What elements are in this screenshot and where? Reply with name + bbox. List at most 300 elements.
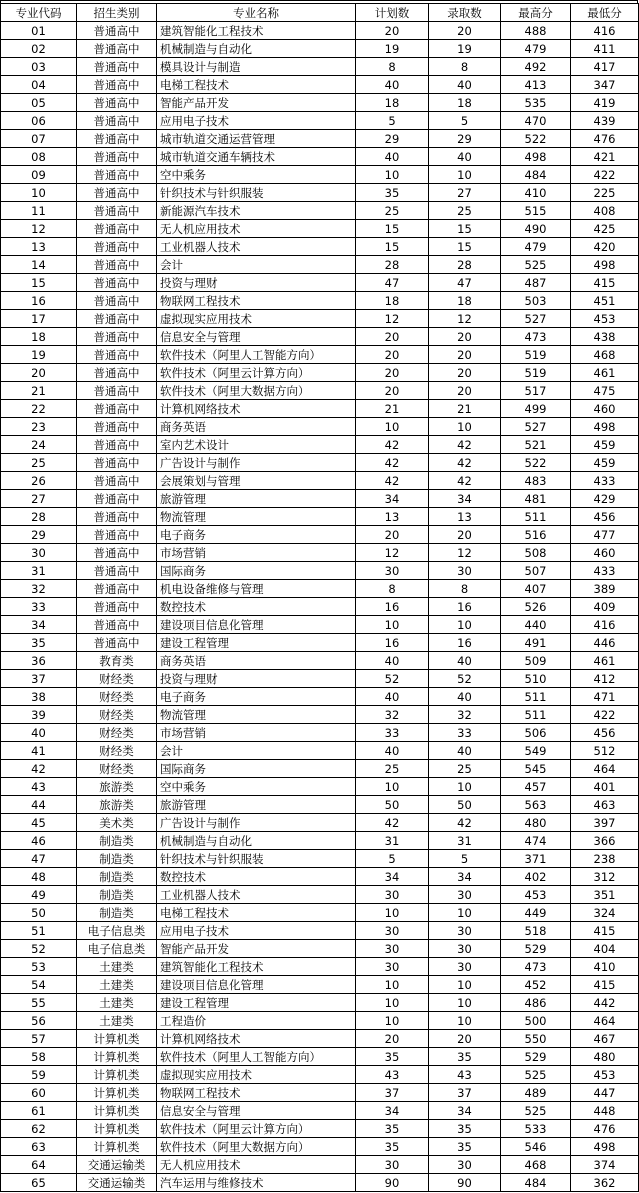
- code-cell: 37: [1, 670, 77, 688]
- major-cell: 国际商务: [157, 760, 356, 778]
- table-row: [1, 130, 639, 148]
- major-cell: 空中乘务: [157, 778, 356, 796]
- min-score-cell: 419: [571, 94, 639, 112]
- min-score-cell: 456: [571, 724, 639, 742]
- major-cell: 投资与理财: [157, 274, 356, 292]
- min-score-cell: 324: [571, 904, 639, 922]
- min-score-cell: 459: [571, 436, 639, 454]
- major-cell: 虚拟现实应用技术: [157, 1066, 356, 1084]
- category-cell: 普通高中: [77, 598, 157, 616]
- category-cell: 普通高中: [77, 616, 157, 634]
- min-score-cell: 468: [571, 346, 639, 364]
- min-score-cell: 417: [571, 58, 639, 76]
- plan-cell: 30: [356, 940, 429, 958]
- plan-cell: 21: [356, 400, 429, 418]
- max-score-cell: 507: [501, 562, 571, 580]
- min-score-cell: 408: [571, 202, 639, 220]
- table-row: [1, 490, 639, 508]
- plan-cell: 12: [356, 310, 429, 328]
- max-score-cell: 509: [501, 652, 571, 670]
- category-cell: 普通高中: [77, 562, 157, 580]
- code-cell: 12: [1, 220, 77, 238]
- code-cell: 25: [1, 454, 77, 472]
- code-cell: 18: [1, 328, 77, 346]
- code-cell: 16: [1, 292, 77, 310]
- table-row: [1, 94, 639, 112]
- max-score-cell: 511: [501, 706, 571, 724]
- header-row: [1, 4, 639, 22]
- admitted-cell: 19: [429, 40, 501, 58]
- admitted-cell: 40: [429, 652, 501, 670]
- table-row: [1, 364, 639, 382]
- plan-cell: 40: [356, 148, 429, 166]
- major-cell: 建设项目信息化管理: [157, 976, 356, 994]
- table-row: [1, 634, 639, 652]
- plan-cell: 42: [356, 436, 429, 454]
- major-cell: 室内艺术设计: [157, 436, 356, 454]
- admitted-cell: 31: [429, 832, 501, 850]
- admitted-cell: 30: [429, 562, 501, 580]
- major-cell: 建设工程管理: [157, 634, 356, 652]
- plan-cell: 20: [356, 22, 429, 40]
- max-score-cell: 452: [501, 976, 571, 994]
- plan-cell: 10: [356, 616, 429, 634]
- category-cell: 普通高中: [77, 112, 157, 130]
- admitted-cell: 20: [429, 1030, 501, 1048]
- admitted-cell: 10: [429, 904, 501, 922]
- category-cell: 普通高中: [77, 544, 157, 562]
- category-cell: 旅游类: [77, 796, 157, 814]
- major-cell: 新能源汽车技术: [157, 202, 356, 220]
- max-score-cell: 535: [501, 94, 571, 112]
- category-cell: 计算机类: [77, 1138, 157, 1156]
- table-row: [1, 1156, 639, 1174]
- major-cell: 机械制造与自动化: [157, 832, 356, 850]
- category-cell: 计算机类: [77, 1048, 157, 1066]
- max-score-cell: 453: [501, 886, 571, 904]
- min-score-cell: 433: [571, 472, 639, 490]
- admitted-cell: 34: [429, 1102, 501, 1120]
- admitted-cell: 28: [429, 256, 501, 274]
- table-row: [1, 1084, 639, 1102]
- plan-cell: 42: [356, 814, 429, 832]
- category-cell: 普通高中: [77, 472, 157, 490]
- admitted-cell: 42: [429, 814, 501, 832]
- plan-cell: 20: [356, 364, 429, 382]
- max-score-cell: 526: [501, 598, 571, 616]
- max-score-cell: 508: [501, 544, 571, 562]
- category-cell: 制造类: [77, 868, 157, 886]
- min-score-cell: 225: [571, 184, 639, 202]
- admitted-cell: 8: [429, 580, 501, 598]
- category-cell: 土建类: [77, 994, 157, 1012]
- code-cell: 17: [1, 310, 77, 328]
- code-cell: 15: [1, 274, 77, 292]
- admitted-cell: 13: [429, 508, 501, 526]
- category-cell: 普通高中: [77, 526, 157, 544]
- code-cell: 05: [1, 94, 77, 112]
- min-score-cell: 433: [571, 562, 639, 580]
- category-cell: 交通运输类: [77, 1174, 157, 1192]
- code-cell: 54: [1, 976, 77, 994]
- max-score-cell: 516: [501, 526, 571, 544]
- max-score-cell: 521: [501, 436, 571, 454]
- code-cell: 65: [1, 1174, 77, 1192]
- max-score-cell: 527: [501, 418, 571, 436]
- table-row: [1, 1030, 639, 1048]
- code-cell: 28: [1, 508, 77, 526]
- plan-cell: 25: [356, 202, 429, 220]
- code-cell: 50: [1, 904, 77, 922]
- major-cell: 物联网工程技术: [157, 1084, 356, 1102]
- category-cell: 普通高中: [77, 166, 157, 184]
- category-cell: 普通高中: [77, 364, 157, 382]
- max-score-cell: 549: [501, 742, 571, 760]
- category-cell: 旅游类: [77, 778, 157, 796]
- admitted-cell: 10: [429, 616, 501, 634]
- major-cell: 无人机应用技术: [157, 220, 356, 238]
- category-cell: 普通高中: [77, 310, 157, 328]
- plan-cell: 34: [356, 1102, 429, 1120]
- category-cell: 普通高中: [77, 490, 157, 508]
- category-cell: 计算机类: [77, 1030, 157, 1048]
- min-score-cell: 480: [571, 1048, 639, 1066]
- admission-table: [0, 3, 639, 1192]
- table-row: [1, 1066, 639, 1084]
- max-score-cell: 474: [501, 832, 571, 850]
- category-cell: 计算机类: [77, 1066, 157, 1084]
- major-cell: 信息安全与管理: [157, 1102, 356, 1120]
- table-row: [1, 742, 639, 760]
- max-score-cell: 525: [501, 1102, 571, 1120]
- admitted-cell: 42: [429, 472, 501, 490]
- plan-cell: 28: [356, 256, 429, 274]
- code-cell: 61: [1, 1102, 77, 1120]
- admitted-cell: 52: [429, 670, 501, 688]
- plan-cell: 35: [356, 1120, 429, 1138]
- max-score-cell: 545: [501, 760, 571, 778]
- admitted-cell: 15: [429, 238, 501, 256]
- category-cell: 普通高中: [77, 130, 157, 148]
- max-score-cell: 533: [501, 1120, 571, 1138]
- category-cell: 普通高中: [77, 238, 157, 256]
- plan-cell: 10: [356, 778, 429, 796]
- max-score-cell: 517: [501, 382, 571, 400]
- table-row: [1, 976, 639, 994]
- major-cell: 投资与理财: [157, 670, 356, 688]
- max-score-cell: 371: [501, 850, 571, 868]
- major-cell: 物联网工程技术: [157, 292, 356, 310]
- code-cell: 19: [1, 346, 77, 364]
- category-cell: 普通高中: [77, 220, 157, 238]
- table-row: [1, 184, 639, 202]
- table-row: [1, 994, 639, 1012]
- min-score-cell: 416: [571, 22, 639, 40]
- max-score-cell: 486: [501, 994, 571, 1012]
- major-cell: 数控技术: [157, 868, 356, 886]
- max-score-cell: 483: [501, 472, 571, 490]
- min-score-cell: 448: [571, 1102, 639, 1120]
- table-row: [1, 292, 639, 310]
- table-row: [1, 1120, 639, 1138]
- plan-cell: 25: [356, 760, 429, 778]
- table-row: [1, 508, 639, 526]
- table-row: [1, 760, 639, 778]
- max-score-cell: 491: [501, 634, 571, 652]
- code-cell: 32: [1, 580, 77, 598]
- code-cell: 07: [1, 130, 77, 148]
- min-score-cell: 420: [571, 238, 639, 256]
- category-cell: 教育类: [77, 652, 157, 670]
- min-score-cell: 404: [571, 940, 639, 958]
- category-cell: 土建类: [77, 958, 157, 976]
- table-row: [1, 724, 639, 742]
- major-cell: 商务英语: [157, 418, 356, 436]
- plan-cell: 90: [356, 1174, 429, 1192]
- admitted-cell: 34: [429, 868, 501, 886]
- table-row: [1, 706, 639, 724]
- max-score-cell: 480: [501, 814, 571, 832]
- major-cell: 工业机器人技术: [157, 886, 356, 904]
- min-score-cell: 453: [571, 1066, 639, 1084]
- code-cell: 33: [1, 598, 77, 616]
- admitted-cell: 5: [429, 112, 501, 130]
- min-score-cell: 401: [571, 778, 639, 796]
- major-cell: 模具设计与制造: [157, 58, 356, 76]
- table-row: [1, 328, 639, 346]
- plan-cell: 37: [356, 1084, 429, 1102]
- category-cell: 交通运输类: [77, 1156, 157, 1174]
- code-cell: 01: [1, 22, 77, 40]
- admitted-cell: 29: [429, 130, 501, 148]
- plan-cell: 13: [356, 508, 429, 526]
- plan-cell: 52: [356, 670, 429, 688]
- category-cell: 土建类: [77, 1012, 157, 1030]
- table-row: [1, 868, 639, 886]
- min-score-cell: 416: [571, 616, 639, 634]
- admitted-cell: 40: [429, 688, 501, 706]
- plan-cell: 30: [356, 562, 429, 580]
- min-score-cell: 409: [571, 598, 639, 616]
- table-row: [1, 418, 639, 436]
- admitted-cell: 18: [429, 94, 501, 112]
- category-cell: 制造类: [77, 850, 157, 868]
- code-cell: 56: [1, 1012, 77, 1030]
- admitted-cell: 18: [429, 292, 501, 310]
- admitted-cell: 10: [429, 166, 501, 184]
- table-row: [1, 958, 639, 976]
- major-cell: 软件技术（阿里大数据方向）: [157, 382, 356, 400]
- category-cell: 普通高中: [77, 274, 157, 292]
- major-cell: 城市轨道交通车辆技术: [157, 148, 356, 166]
- max-score-cell: 413: [501, 76, 571, 94]
- table-row: [1, 274, 639, 292]
- min-score-cell: 351: [571, 886, 639, 904]
- admitted-cell: 20: [429, 382, 501, 400]
- table-row: [1, 814, 639, 832]
- major-cell: 会计: [157, 256, 356, 274]
- plan-cell: 30: [356, 1156, 429, 1174]
- max-score-cell: 519: [501, 364, 571, 382]
- major-cell: 会展策划与管理: [157, 472, 356, 490]
- max-score-cell: 522: [501, 130, 571, 148]
- major-cell: 城市轨道交通运营管理: [157, 130, 356, 148]
- admitted-cell: 8: [429, 58, 501, 76]
- admitted-cell: 10: [429, 1012, 501, 1030]
- major-cell: 空中乘务: [157, 166, 356, 184]
- code-cell: 20: [1, 364, 77, 382]
- major-cell: 针织技术与针织服装: [157, 850, 356, 868]
- code-cell: 38: [1, 688, 77, 706]
- plan-cell: 50: [356, 796, 429, 814]
- max-score-cell: 407: [501, 580, 571, 598]
- admitted-cell: 30: [429, 922, 501, 940]
- major-cell: 市场营销: [157, 544, 356, 562]
- max-score-cell: 484: [501, 166, 571, 184]
- admitted-cell: 40: [429, 148, 501, 166]
- code-cell: 59: [1, 1066, 77, 1084]
- min-score-cell: 438: [571, 328, 639, 346]
- code-cell: 39: [1, 706, 77, 724]
- major-cell: 针织技术与针织服装: [157, 184, 356, 202]
- major-cell: 软件技术（阿里云计算方向）: [157, 1120, 356, 1138]
- table-row: [1, 256, 639, 274]
- min-score-cell: 412: [571, 670, 639, 688]
- code-cell: 51: [1, 922, 77, 940]
- major-cell: 广告设计与制作: [157, 454, 356, 472]
- min-score-cell: 451: [571, 292, 639, 310]
- major-cell: 计算机网络技术: [157, 1030, 356, 1048]
- admitted-cell: 10: [429, 976, 501, 994]
- plan-cell: 40: [356, 742, 429, 760]
- major-cell: 电梯工程技术: [157, 904, 356, 922]
- table-row: [1, 148, 639, 166]
- table-row: [1, 1012, 639, 1030]
- plan-cell: 10: [356, 904, 429, 922]
- table-row: [1, 886, 639, 904]
- plan-cell: 20: [356, 328, 429, 346]
- plan-cell: 40: [356, 652, 429, 670]
- max-score-cell: 529: [501, 1048, 571, 1066]
- admitted-cell: 33: [429, 724, 501, 742]
- category-cell: 普通高中: [77, 148, 157, 166]
- category-cell: 普通高中: [77, 202, 157, 220]
- major-cell: 物流管理: [157, 508, 356, 526]
- code-cell: 22: [1, 400, 77, 418]
- major-cell: 商务英语: [157, 652, 356, 670]
- major-cell: 软件技术（阿里人工智能方向）: [157, 346, 356, 364]
- major-cell: 应用电子技术: [157, 922, 356, 940]
- min-score-cell: 429: [571, 490, 639, 508]
- table-row: [1, 202, 639, 220]
- category-cell: 普通高中: [77, 40, 157, 58]
- plan-cell: 12: [356, 544, 429, 562]
- admitted-cell: 34: [429, 490, 501, 508]
- code-cell: 40: [1, 724, 77, 742]
- code-cell: 02: [1, 40, 77, 58]
- min-score-cell: 238: [571, 850, 639, 868]
- admitted-cell: 21: [429, 400, 501, 418]
- table-row: [1, 76, 639, 94]
- min-score-cell: 442: [571, 994, 639, 1012]
- header-major: 专业名称: [157, 4, 356, 22]
- major-cell: 软件技术（阿里云计算方向）: [157, 364, 356, 382]
- category-cell: 制造类: [77, 832, 157, 850]
- max-score-cell: 468: [501, 1156, 571, 1174]
- table-row: [1, 310, 639, 328]
- code-cell: 48: [1, 868, 77, 886]
- category-cell: 普通高中: [77, 400, 157, 418]
- plan-cell: 40: [356, 76, 429, 94]
- admitted-cell: 40: [429, 742, 501, 760]
- category-cell: 普通高中: [77, 256, 157, 274]
- max-score-cell: 484: [501, 1174, 571, 1192]
- major-cell: 建筑智能化工程技术: [157, 22, 356, 40]
- max-score-cell: 457: [501, 778, 571, 796]
- admitted-cell: 43: [429, 1066, 501, 1084]
- major-cell: 软件技术（阿里大数据方向）: [157, 1138, 356, 1156]
- major-cell: 工业机器人技术: [157, 238, 356, 256]
- code-cell: 03: [1, 58, 77, 76]
- min-score-cell: 410: [571, 958, 639, 976]
- table-row: [1, 562, 639, 580]
- plan-cell: 47: [356, 274, 429, 292]
- category-cell: 普通高中: [77, 94, 157, 112]
- admitted-cell: 50: [429, 796, 501, 814]
- code-cell: 58: [1, 1048, 77, 1066]
- major-cell: 物流管理: [157, 706, 356, 724]
- admitted-cell: 42: [429, 454, 501, 472]
- admitted-cell: 30: [429, 886, 501, 904]
- max-score-cell: 525: [501, 1066, 571, 1084]
- max-score-cell: 519: [501, 346, 571, 364]
- plan-cell: 34: [356, 490, 429, 508]
- code-cell: 10: [1, 184, 77, 202]
- major-cell: 无人机应用技术: [157, 1156, 356, 1174]
- table-row: [1, 526, 639, 544]
- code-cell: 08: [1, 148, 77, 166]
- admitted-cell: 20: [429, 526, 501, 544]
- major-cell: 软件技术（阿里人工智能方向）: [157, 1048, 356, 1066]
- min-score-cell: 477: [571, 526, 639, 544]
- table-row: [1, 652, 639, 670]
- category-cell: 普通高中: [77, 508, 157, 526]
- min-score-cell: 463: [571, 796, 639, 814]
- admitted-cell: 16: [429, 634, 501, 652]
- max-score-cell: 515: [501, 202, 571, 220]
- max-score-cell: 525: [501, 256, 571, 274]
- plan-cell: 32: [356, 706, 429, 724]
- major-cell: 虚拟现实应用技术: [157, 310, 356, 328]
- header-max-score: 最高分: [501, 4, 571, 22]
- min-score-cell: 389: [571, 580, 639, 598]
- table-row: [1, 166, 639, 184]
- max-score-cell: 546: [501, 1138, 571, 1156]
- min-score-cell: 512: [571, 742, 639, 760]
- min-score-cell: 464: [571, 1012, 639, 1030]
- category-cell: 普通高中: [77, 76, 157, 94]
- header-code: 专业代码: [1, 4, 77, 22]
- min-score-cell: 439: [571, 112, 639, 130]
- admitted-cell: 25: [429, 202, 501, 220]
- admitted-cell: 40: [429, 76, 501, 94]
- major-cell: 应用电子技术: [157, 112, 356, 130]
- major-cell: 工程造价: [157, 1012, 356, 1030]
- table-row: [1, 220, 639, 238]
- max-score-cell: 499: [501, 400, 571, 418]
- admitted-cell: 20: [429, 328, 501, 346]
- max-score-cell: 563: [501, 796, 571, 814]
